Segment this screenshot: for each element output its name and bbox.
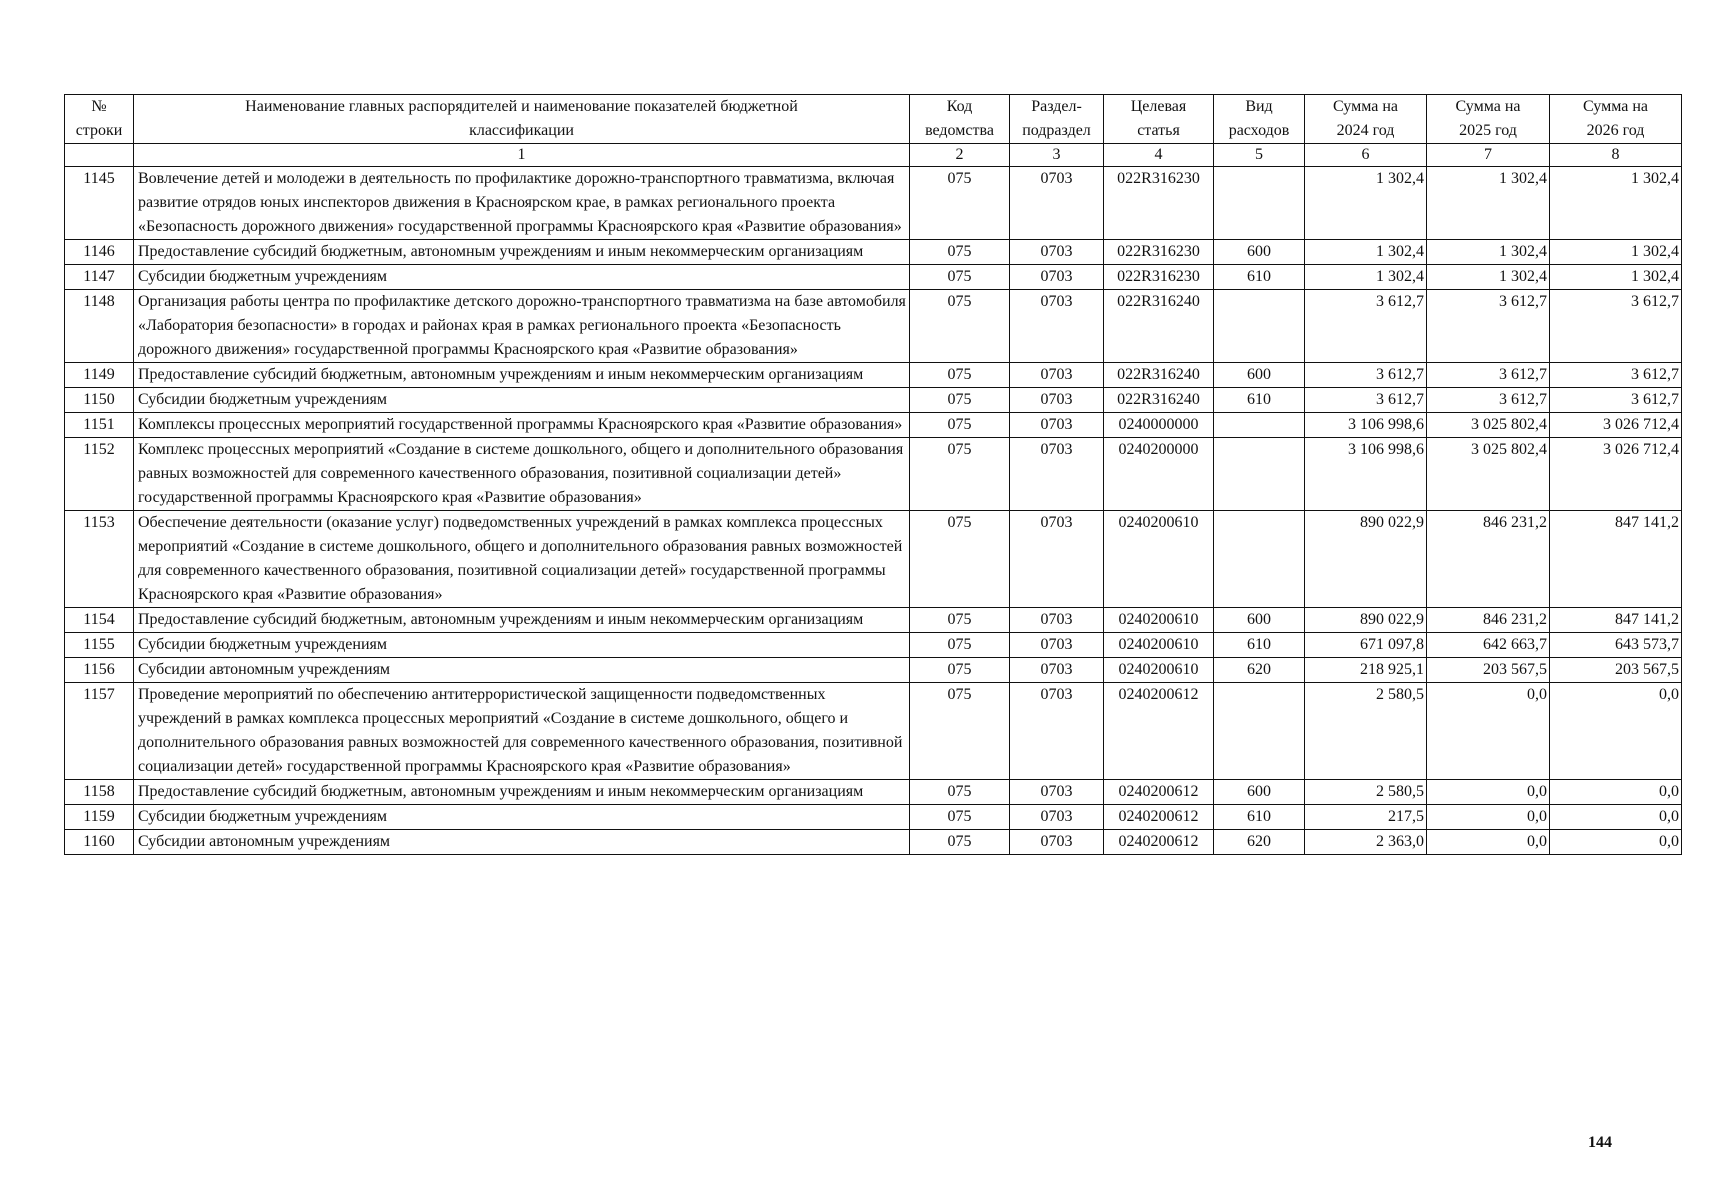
row-expense-type: 600 — [1214, 363, 1305, 388]
row-target-item: 0240200000 — [1104, 438, 1214, 511]
row-section: 0703 — [1010, 265, 1104, 290]
row-sum-2026: 1 302,4 — [1550, 167, 1682, 240]
row-sum-2026: 847 141,2 — [1550, 608, 1682, 633]
row-sum-2026: 643 573,7 — [1550, 633, 1682, 658]
header-department-code: Код ведомства — [910, 95, 1010, 144]
row-number: 1146 — [65, 240, 134, 265]
row-number: 1149 — [65, 363, 134, 388]
column-index: 3 — [1010, 144, 1104, 167]
row-target-item: 0240200610 — [1104, 633, 1214, 658]
row-sum-2025: 3 025 802,4 — [1427, 438, 1550, 511]
row-section: 0703 — [1010, 240, 1104, 265]
row-sum-2025: 3 025 802,4 — [1427, 413, 1550, 438]
header-name: Наименование главных распорядителей и наименование показателей бюджетной классификации — [134, 95, 910, 144]
row-target-item: 0240200610 — [1104, 658, 1214, 683]
row-department-code: 075 — [910, 805, 1010, 830]
row-name: Организация работы центра по профилактике детского дорожно-транспортного травматизма на базе автомобиля «Лаборатория безопасности» в городах и районах края в рамках регионального проекта «Безопасность дорожного движения» государственной программы Красноярского края «Развитие образования» — [134, 290, 910, 363]
row-department-code: 075 — [910, 290, 1010, 363]
row-sum-2026: 0,0 — [1550, 830, 1682, 855]
budget-table — [64, 94, 1682, 855]
row-sum-2026: 3 026 712,4 — [1550, 438, 1682, 511]
row-expense-type: 600 — [1214, 780, 1305, 805]
row-name: Предоставление субсидий бюджетным, автономным учреждениям и иным некоммерческим организациям — [134, 240, 910, 265]
row-expense-type — [1214, 413, 1305, 438]
row-sum-2026: 203 567,5 — [1550, 658, 1682, 683]
column-index — [65, 144, 134, 167]
row-expense-type: 620 — [1214, 830, 1305, 855]
row-name: Вовлечение детей и молодежи в деятельность по профилактике дорожно-транспортного травматизма, включая развитие отрядов юных инспекторов движения в Красноярском крае, в рамках регионального проекта «Безопасность дорожного движения» государственной программы Красноярского края «Развитие образования» — [134, 167, 910, 240]
row-target-item: 022R316230 — [1104, 240, 1214, 265]
row-name: Субсидии автономным учреждениям — [134, 658, 910, 683]
row-expense-type — [1214, 290, 1305, 363]
row-sum-2026: 847 141,2 — [1550, 511, 1682, 608]
row-sum-2026: 0,0 — [1550, 683, 1682, 780]
row-name: Субсидии бюджетным учреждениям — [134, 805, 910, 830]
column-index: 5 — [1214, 144, 1305, 167]
row-sum-2026: 3 612,7 — [1550, 290, 1682, 363]
column-index: 4 — [1104, 144, 1214, 167]
row-expense-type — [1214, 167, 1305, 240]
row-department-code: 075 — [910, 363, 1010, 388]
row-section: 0703 — [1010, 633, 1104, 658]
row-expense-type — [1214, 511, 1305, 608]
table-row — [65, 633, 1682, 658]
row-sum-2024: 671 097,8 — [1305, 633, 1427, 658]
table-row — [65, 413, 1682, 438]
header-sum-2024: Сумма на 2024 год — [1305, 95, 1427, 144]
row-target-item: 022R316230 — [1104, 265, 1214, 290]
row-target-item: 022R316240 — [1104, 363, 1214, 388]
row-number: 1151 — [65, 413, 134, 438]
header-section: Раздел- подраздел — [1010, 95, 1104, 144]
row-sum-2024: 217,5 — [1305, 805, 1427, 830]
row-section: 0703 — [1010, 658, 1104, 683]
row-target-item: 0240200610 — [1104, 608, 1214, 633]
row-number: 1160 — [65, 830, 134, 855]
row-number: 1157 — [65, 683, 134, 780]
row-sum-2024: 2 363,0 — [1305, 830, 1427, 855]
row-sum-2025: 3 612,7 — [1427, 290, 1550, 363]
row-section: 0703 — [1010, 167, 1104, 240]
header-sum-2026: Сумма на 2026 год — [1550, 95, 1682, 144]
row-sum-2025: 846 231,2 — [1427, 608, 1550, 633]
row-sum-2025: 0,0 — [1427, 805, 1550, 830]
row-target-item: 0240200612 — [1104, 683, 1214, 780]
row-number: 1158 — [65, 780, 134, 805]
row-department-code: 075 — [910, 830, 1010, 855]
row-department-code: 075 — [910, 388, 1010, 413]
table-row — [65, 658, 1682, 683]
row-sum-2024: 3 106 998,6 — [1305, 413, 1427, 438]
page-number: 144 — [1588, 1134, 1612, 1151]
row-department-code: 075 — [910, 438, 1010, 511]
row-section: 0703 — [1010, 511, 1104, 608]
table-row — [65, 388, 1682, 413]
header-row — [65, 95, 1682, 144]
row-name: Субсидии автономным учреждениям — [134, 830, 910, 855]
row-section: 0703 — [1010, 438, 1104, 511]
row-section: 0703 — [1010, 805, 1104, 830]
row-target-item: 0240000000 — [1104, 413, 1214, 438]
column-index: 8 — [1550, 144, 1682, 167]
column-index-row — [65, 144, 1682, 167]
table-row — [65, 240, 1682, 265]
table-row — [65, 511, 1682, 608]
row-name: Субсидии бюджетным учреждениям — [134, 633, 910, 658]
table-header — [65, 95, 1682, 167]
table-row — [65, 780, 1682, 805]
row-section: 0703 — [1010, 413, 1104, 438]
row-number: 1155 — [65, 633, 134, 658]
row-sum-2025: 1 302,4 — [1427, 240, 1550, 265]
row-expense-type — [1214, 438, 1305, 511]
row-expense-type: 600 — [1214, 240, 1305, 265]
row-sum-2025: 1 302,4 — [1427, 265, 1550, 290]
row-sum-2026: 3 612,7 — [1550, 388, 1682, 413]
row-target-item: 0240200612 — [1104, 805, 1214, 830]
row-target-item: 0240200610 — [1104, 511, 1214, 608]
header-row-number: № строки — [65, 95, 134, 144]
row-department-code: 075 — [910, 780, 1010, 805]
row-sum-2024: 1 302,4 — [1305, 167, 1427, 240]
row-name: Субсидии бюджетным учреждениям — [134, 388, 910, 413]
row-number: 1154 — [65, 608, 134, 633]
row-department-code: 075 — [910, 511, 1010, 608]
row-sum-2026: 1 302,4 — [1550, 265, 1682, 290]
row-name: Предоставление субсидий бюджетным, автономным учреждениям и иным некоммерческим организациям — [134, 780, 910, 805]
column-index: 6 — [1305, 144, 1427, 167]
row-sum-2024: 3 612,7 — [1305, 363, 1427, 388]
row-expense-type: 610 — [1214, 388, 1305, 413]
row-name: Комплексы процессных мероприятий государственной программы Красноярского края «Развитие образования» — [134, 413, 910, 438]
table-row — [65, 363, 1682, 388]
row-expense-type — [1214, 683, 1305, 780]
row-department-code: 075 — [910, 608, 1010, 633]
row-sum-2026: 3 026 712,4 — [1550, 413, 1682, 438]
row-department-code: 075 — [910, 240, 1010, 265]
budget-document — [64, 94, 1681, 855]
row-sum-2024: 218 925,1 — [1305, 658, 1427, 683]
header-sum-2025: Сумма на 2025 год — [1427, 95, 1550, 144]
row-section: 0703 — [1010, 683, 1104, 780]
row-department-code: 075 — [910, 413, 1010, 438]
row-name: Предоставление субсидий бюджетным, автономным учреждениям и иным некоммерческим организациям — [134, 608, 910, 633]
row-section: 0703 — [1010, 290, 1104, 363]
row-expense-type: 610 — [1214, 265, 1305, 290]
row-sum-2025: 3 612,7 — [1427, 363, 1550, 388]
row-number: 1153 — [65, 511, 134, 608]
row-number: 1156 — [65, 658, 134, 683]
row-section: 0703 — [1010, 608, 1104, 633]
row-name: Субсидии бюджетным учреждениям — [134, 265, 910, 290]
table-row — [65, 608, 1682, 633]
row-sum-2025: 1 302,4 — [1427, 167, 1550, 240]
row-sum-2026: 0,0 — [1550, 805, 1682, 830]
row-department-code: 075 — [910, 658, 1010, 683]
row-sum-2025: 846 231,2 — [1427, 511, 1550, 608]
row-sum-2025: 3 612,7 — [1427, 388, 1550, 413]
row-sum-2025: 0,0 — [1427, 830, 1550, 855]
table-row — [65, 805, 1682, 830]
row-department-code: 075 — [910, 683, 1010, 780]
table-row — [65, 683, 1682, 780]
row-department-code: 075 — [910, 167, 1010, 240]
row-name: Проведение мероприятий по обеспечению антитеррористической защищенности подведомственных учреждений в рамках комплекса процессных мероприятий «Создание в системе дошкольного, общего и дополнительного образования равных возможностей для современного качественного образования, позитивной социализации детей» государственной программы Красноярского края «Развитие образования» — [134, 683, 910, 780]
row-section: 0703 — [1010, 780, 1104, 805]
row-sum-2024: 2 580,5 — [1305, 780, 1427, 805]
row-sum-2024: 3 612,7 — [1305, 388, 1427, 413]
row-name: Предоставление субсидий бюджетным, автономным учреждениям и иным некоммерческим организациям — [134, 363, 910, 388]
row-sum-2025: 203 567,5 — [1427, 658, 1550, 683]
row-sum-2024: 1 302,4 — [1305, 265, 1427, 290]
row-section: 0703 — [1010, 388, 1104, 413]
header-target-item: Целевая статья — [1104, 95, 1214, 144]
row-expense-type: 600 — [1214, 608, 1305, 633]
row-sum-2026: 0,0 — [1550, 780, 1682, 805]
row-sum-2024: 3 106 998,6 — [1305, 438, 1427, 511]
row-target-item: 022R316230 — [1104, 167, 1214, 240]
row-target-item: 022R316240 — [1104, 388, 1214, 413]
row-target-item: 022R316240 — [1104, 290, 1214, 363]
column-index: 2 — [910, 144, 1010, 167]
row-name: Обеспечение деятельности (оказание услуг) подведомственных учреждений в рамках комплекса процессных мероприятий «Создание в системе дошкольного, общего и дополнительного образования равных возможностей для современного качественного образования, позитивной социализации детей» государственной программы Красноярского края «Развитие образования» — [134, 511, 910, 608]
row-expense-type: 620 — [1214, 658, 1305, 683]
row-sum-2024: 890 022,9 — [1305, 608, 1427, 633]
row-sum-2026: 3 612,7 — [1550, 363, 1682, 388]
table-row — [65, 290, 1682, 363]
table-row — [65, 830, 1682, 855]
row-sum-2024: 1 302,4 — [1305, 240, 1427, 265]
row-number: 1147 — [65, 265, 134, 290]
row-sum-2025: 0,0 — [1427, 683, 1550, 780]
row-number: 1148 — [65, 290, 134, 363]
row-sum-2024: 3 612,7 — [1305, 290, 1427, 363]
row-number: 1145 — [65, 167, 134, 240]
table-row — [65, 167, 1682, 240]
row-section: 0703 — [1010, 830, 1104, 855]
row-department-code: 075 — [910, 633, 1010, 658]
row-section: 0703 — [1010, 363, 1104, 388]
table-row — [65, 438, 1682, 511]
row-target-item: 0240200612 — [1104, 830, 1214, 855]
row-number: 1150 — [65, 388, 134, 413]
row-number: 1159 — [65, 805, 134, 830]
row-number: 1152 — [65, 438, 134, 511]
table-row — [65, 265, 1682, 290]
row-sum-2026: 1 302,4 — [1550, 240, 1682, 265]
row-expense-type: 610 — [1214, 805, 1305, 830]
row-expense-type: 610 — [1214, 633, 1305, 658]
row-name: Комплекс процессных мероприятий «Создание в системе дошкольного, общего и дополнительного образования равных возможностей для современного качественного образования, позитивной социализации детей» государственной программы Красноярского края «Развитие образования» — [134, 438, 910, 511]
row-sum-2025: 0,0 — [1427, 780, 1550, 805]
row-target-item: 0240200612 — [1104, 780, 1214, 805]
row-sum-2024: 890 022,9 — [1305, 511, 1427, 608]
row-department-code: 075 — [910, 265, 1010, 290]
table-body — [65, 167, 1682, 855]
column-index: 7 — [1427, 144, 1550, 167]
row-sum-2025: 642 663,7 — [1427, 633, 1550, 658]
column-index: 1 — [134, 144, 910, 167]
row-sum-2024: 2 580,5 — [1305, 683, 1427, 780]
header-expense-type: Вид расходов — [1214, 95, 1305, 144]
